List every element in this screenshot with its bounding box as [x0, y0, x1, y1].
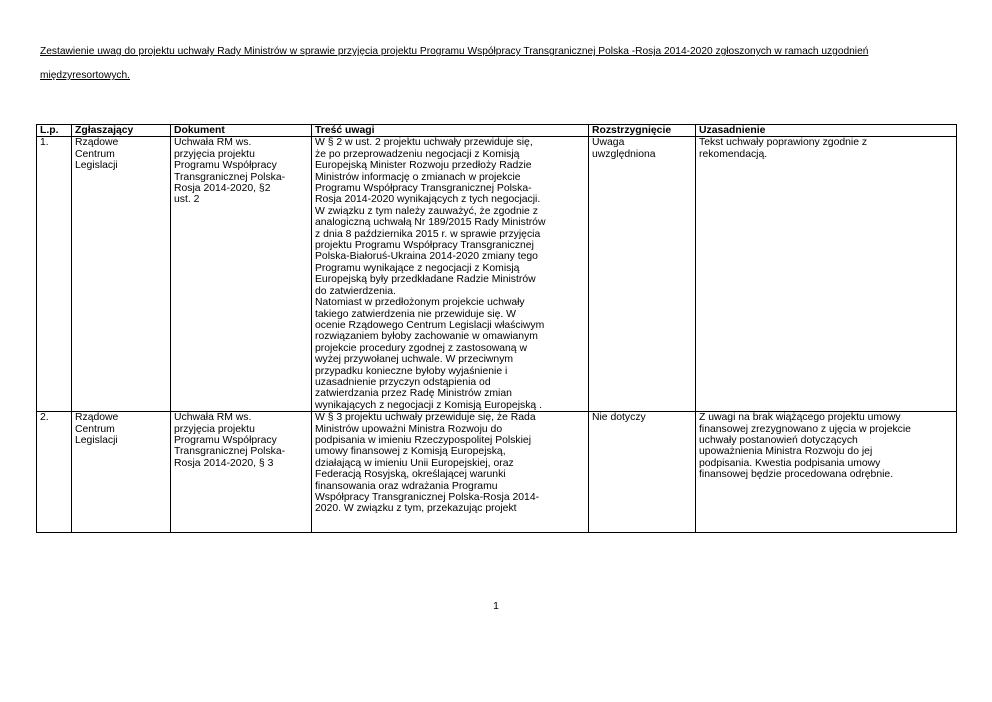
row-document: Uchwała RM ws. przyjęcia projektu Programu Współpracy Transgranicznej Polska- Rosja 2014-2020, §2 ust. 2	[171, 137, 312, 412]
page-number: 1	[493, 601, 499, 612]
header-content: Treść uwagi	[312, 125, 589, 137]
table-row	[37, 412, 957, 533]
table-row	[37, 137, 957, 412]
row-resolution: Nie dotyczy	[589, 412, 696, 533]
comments-table	[36, 124, 957, 533]
row-content: W § 3 projektu uchwały przewiduje się, że Rada Ministrów upoważni Ministra Rozwoju do podpisania w imieniu Rzeczypospolitej Polskiej umowy finansowej z Komisją Europejską, działającą w imieniu Unii Europejskiej, oraz Federacją Rosyjską, określającej warunki finansowania oraz wdrażania Programu Współpracy Transgranicznej Polska-Rosja 2014- 2020. W związku z tym, przekazując projekt	[315, 412, 540, 515]
row-content: W § 2 w ust. 2 projektu uchwały przewiduje się, że po przeprowadzeniu negocjacji z Komisją Europejską Minister Rozwoju przedłoży Radzie Ministrów informację o zmianach w projekcie Programu Współpracy Transgranicznej Polska- Rosja 2014-2020 wynikających z tych negocjacji. W związku z tym należy zauważyć, że zgodnie z analogiczną uchwałą Nr 189/2015 Rady Ministrów z dnia 8 października 2015 r. w sprawie przyjęcia projektu Programu Współpracy Transgranicznej Polska-Białoruś-Ukraina 2014-2020 zmiany tego Programu wynikające z negocjacji z Komisją Europejską były przedkładane Radzie Ministrów do zatwierdzenia. Natomiast w przedłożonym projekcie uchwały takiego zatwierdzenia nie przewiduje się. W ocenie Rządowego Centrum Legislacji właściwym rozwiązaniem byłoby zachowanie w omawianym projekcie procedury zgodnej z zastosowaną w wyżej przywołanej uchwale. W przeciwnym przypadku konieczne byłoby wyjaśnienie i uzasadnienie przyczyn odstąpienia od zatwierdzania przez Radę Ministrów zmian wynikających z negocjacji z Komisją Europejską .	[312, 137, 589, 412]
header-document: Dokument	[171, 125, 312, 137]
header-lp: L.p.	[37, 125, 72, 137]
header-resolution: Rozstrzygnięcie	[589, 125, 696, 137]
row-submitter: Rządowe Centrum Legislacji	[72, 412, 171, 533]
row-lp: 1.	[37, 137, 72, 412]
header-justification: Uzasadnienie	[696, 125, 957, 137]
row-justification: Z uwagi na brak wiążącego projektu umowy finansowej zrezygnowano z ujęcia w projekcie uchwały postanowień dotyczących upoważnienia Ministra Rozwoju do jej podpisania. Kwestia podpisania umowy finansowej będzie procedowana odrębnie.	[696, 412, 957, 533]
document-title: Zestawienie uwag do projektu uchwały Rady Ministrów w sprawie przyjęcia projektu Programu Współpracy Transgranicznej Polska -Rosja 2014-2020 zgłoszonych w ramach uzgodnień międzyresortowych.	[40, 46, 869, 81]
row-resolution: Uwaga uwzględniona	[589, 137, 696, 412]
row-lp: 2.	[37, 412, 72, 533]
table-header-row	[37, 125, 957, 137]
row-content-cell	[312, 412, 589, 533]
row-document: Uchwała RM ws. przyjęcia projektu Programu Współpracy Transgranicznej Polska- Rosja 2014-2020, § 3	[171, 412, 312, 533]
header-submitter: Zgłaszający	[72, 125, 171, 137]
row-submitter: Rządowe Centrum Legislacji	[72, 137, 171, 412]
row-justification: Tekst uchwały poprawiony zgodnie z rekomendacją.	[696, 137, 957, 412]
